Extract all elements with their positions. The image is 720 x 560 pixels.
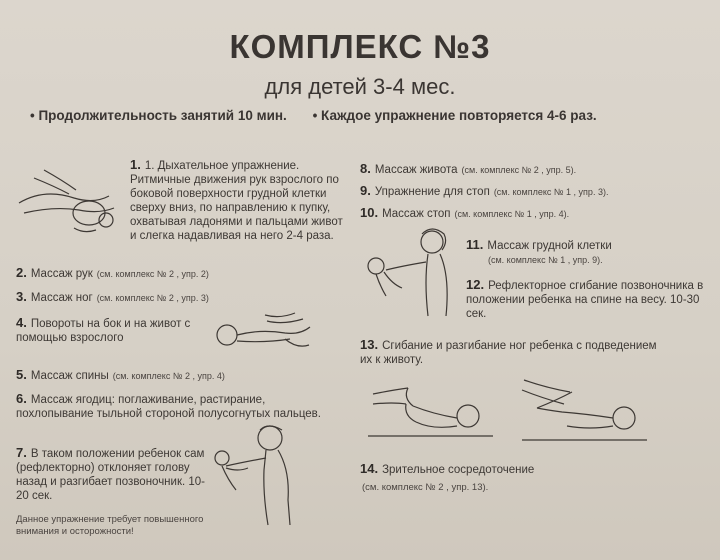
exercise-5-number: 5. <box>16 367 27 382</box>
exercise-7-text: В таком положении ребенок сам (рефлекторно) отклоняет голову назад и разгибает позвоночник. 10-20 сек. <box>16 448 206 502</box>
exercise-8-text: Массаж живота <box>374 164 458 176</box>
exercise-10-number: 10. <box>360 205 379 220</box>
exercise-9-text: Упражнение для стоп <box>374 186 490 198</box>
spine-extension-illustration <box>208 420 313 530</box>
exercise-3-ref: (см. комплекс № 2 , упр. 3) <box>96 293 209 303</box>
exercise-3 <box>16 290 346 305</box>
exercise-14-number: 14. <box>360 461 379 476</box>
exercise-13 <box>360 338 660 367</box>
turning-exercise-illustration <box>205 305 315 360</box>
exercise-3-number: 3. <box>16 289 27 304</box>
exercise-2-text: Массаж рук <box>30 268 93 280</box>
exercise-5-ref: (см. комплекс № 2 , упр. 4) <box>112 371 225 381</box>
exercise-6-number: 6. <box>16 391 27 406</box>
exercise-8-number: 8. <box>360 161 371 176</box>
page-title: КОМПЛЕКС №3 <box>229 28 491 65</box>
exercise-1-text: 1. Дыхательное упражнение. Ритмичные движения рук взрослого по боковой поверхности грудной клетки сверху вниз, по направлению к пупку, охватывая ладонями и пальцами живот и слегка надавливая на него 2-4 раза. <box>130 160 343 242</box>
duration-note: • Продолжительность занятий 10 мин. <box>30 108 287 123</box>
exercise-5-text: Массаж спины <box>30 370 109 382</box>
exercise-2-ref: (см. комплекс № 2 , упр. 2) <box>96 269 209 279</box>
exercise-9-ref: (см. комплекс № 1 , упр. 3). <box>493 187 609 197</box>
exercise-3-text: Массаж ног <box>30 292 93 304</box>
exercise-10-text: Массаж стоп <box>382 208 451 220</box>
exercise-14-text: Зрительное сосредоточение <box>382 464 535 476</box>
chest-massage-illustration <box>362 226 457 321</box>
exercise-6-text: Массаж ягодиц: поглаживание, растирание, похлопывание тыльной стороной полусогнутых пальцев. <box>16 394 321 420</box>
exercise-7 <box>16 446 206 503</box>
exercise-9-number: 9. <box>360 183 371 198</box>
exercise-2 <box>16 266 346 281</box>
exercise-12-number: 12. <box>466 277 485 292</box>
leg-bending-illustration <box>368 376 493 446</box>
exercise-4-number: 4. <box>16 315 27 330</box>
caution-note: Данное упражнение требует повышенного внимания и осторожности! <box>16 514 204 537</box>
leg-extension-illustration <box>512 370 647 450</box>
exercise-1-number: 1. <box>130 157 141 172</box>
exercise-6 <box>16 392 336 421</box>
exercise-8-ref: (см. комплекс № 2 , упр. 5). <box>461 165 577 175</box>
page-subtitle: для детей 3-4 мес. <box>264 74 456 99</box>
repeat-note: • Каждое упражнение повторяется 4-6 раз. <box>312 108 597 123</box>
exercise-14-ref: (см. комплекс № 2 , упр. 13). <box>362 482 489 493</box>
exercise-5 <box>16 368 346 383</box>
exercise-10-ref: (см. комплекс № 1 , упр. 4). <box>454 209 570 219</box>
exercise-13-number: 13. <box>360 337 379 352</box>
exercise-4 <box>16 316 196 345</box>
exercise-1 <box>130 158 345 243</box>
exercise-12 <box>466 278 711 321</box>
exercise-14 <box>360 462 660 477</box>
exercise-11-text: Массаж грудной клетки <box>487 240 612 252</box>
exercise-4-text: Повороты на бок и на живот с помощью взрослого <box>16 318 191 344</box>
exercise-13-text: Сгибание и разгибание ног ребенка с подведением их к животу. <box>360 340 657 366</box>
exercise-11-ref: (см. комплекс № 1 , упр. 9). <box>488 255 603 265</box>
exercise-8 <box>360 162 710 177</box>
exercise-11-number: 11. <box>466 237 484 252</box>
exercise-2-number: 2. <box>16 265 27 280</box>
exercise-7-number: 7. <box>16 445 27 460</box>
session-notes <box>30 108 710 123</box>
exercise-12-text: Рефлекторное сгибание позвоночника в положении ребенка на спине на весу. 10-30 сек. <box>466 280 704 320</box>
exercise-9 <box>360 184 710 199</box>
breathing-exercise-illustration <box>14 158 124 238</box>
exercise-10 <box>360 206 710 221</box>
exercise-11 <box>466 238 711 267</box>
